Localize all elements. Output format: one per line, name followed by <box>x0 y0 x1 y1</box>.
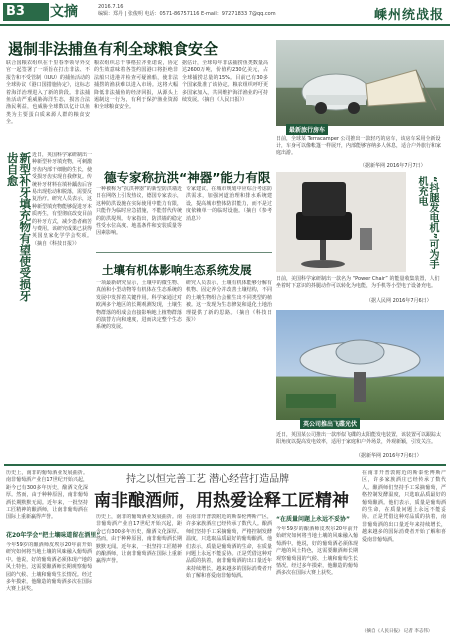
flood-wall-headline: 德专家称抗洪“神器”能力有限 <box>104 170 271 185</box>
camper-illustration <box>276 40 444 126</box>
soil-body-1: 一项最新研究显示，土壤中的微生物、真菌和小型动物等有机体在生态系统的发展中发挥着关键作用。科学家通过对欧洲多个地区的长期观测发现，土壤生物群落的组成会直接影响地上植物群落的演替方向和速度，进而决定整个生态系统的发展。 <box>96 280 182 331</box>
dental-vertical-headline: 新型补牙填充物有望使受损牙齿自愈 <box>5 152 33 302</box>
camper-photo <box>276 40 444 126</box>
ufo-solar-photo <box>276 310 444 420</box>
flood-wall-body-2: 专家建议，在城市规划中应综合考虑防洪需求，加强河道治理和排水系统建设，提高城市整体防洪能力，而不是过度依赖单一的临时设施。（摘自《参考消息》） <box>186 186 272 222</box>
phone: 电话：0571-86757116 <box>144 11 200 17</box>
feature-headline: 南非酿酒师，用热爱诠释工匠精神 <box>94 491 349 511</box>
section-name: 文摘 <box>50 4 78 20</box>
leg-generator-vertical-headline: “抖腿发电机”可为手机充电 <box>416 176 438 270</box>
ufo-photo-label: 英公司推出飞碟光伏 <box>300 418 360 429</box>
food-fraud-body-3: 据估计，全球每年非法捕捞鱼类数量高达2600万吨，价值约230亿美元，占全球捕捞总量的15%。目前已有30多个国家批准了该协定。粮农组织呼吁更多国家加入，共同维护海洋渔业的可持续发展。（摘自《人民日报》） <box>182 60 268 104</box>
editor: 编辑：郑丹 | 张俊明 <box>98 11 143 17</box>
section-code-badge: B3 <box>3 3 49 21</box>
chair-caption: 日前，美国科学家研制出一款名为 “Power Chair” 的能量收集装置，人们坐着时下意识的抖腿动作可以转化为电能，为手机等小型电子设备充电。 <box>276 276 440 289</box>
food-fraud-body-1: 联合国粮农组织在千里春季领导外交官一起签署了一项旨在打击非法、不报告和不受管制（IUU）的捕鱼活动的全球协议《港口国措施协定》，这标志着海洋治理进入了新的阶段。非法捕鱼活动严重威胁海洋生态，损害合法渔民利益，也威胁全球数以亿计以鱼类为主要蛋白质来源人群的粮食安全。 <box>6 60 90 126</box>
flood-wall-body-1: 一种被称为“抗洪神器”的新型防洪墙近日在网络上引发热议，德国专家表示，这种防洪设施在实际使用中能力有限，只能作为临时应急措施，不能替代传统的防洪堤坝。专家指出，防洪墙的稳定性受水位高度、地基条件和安装质量等因素影响。 <box>96 186 182 237</box>
food-fraud-body-2: 粮农组织总干事格拉齐亚诺说，协定的生效意味着各签约国港口将拒绝非法船只进港并检查可疑渔船，使非法捕捞的渔获难以进入市场。这将大幅降低非法捕鱼的经济回报，从源头上遏制这一行为，有利于保护渔业资源和全球粮食安全。 <box>94 60 178 111</box>
chair-source: （据人民网 2016年7月6日） <box>366 298 432 304</box>
feature-section-4-body: 在南非开普敦附近的斯泰伦博斯产区，许多家族酒庄已经传承了数代人。酿酒师们坚持手工采摘葡萄，严格控制发酵温度，只选取品质最好的葡萄酿酒。他们表示，质量是葡萄酒的生命，在质量问题上永远不能妥协。正是凭借这种对品质的执着，南非葡萄酒的出口量近年来持续增长，越来越多的国际消费者开始了解和喜爱南非葡萄酒。 <box>362 470 446 543</box>
camper-photo-label: 最新旅行房车 <box>286 124 328 135</box>
page-header <box>0 0 450 26</box>
chair-photo <box>276 172 406 272</box>
newspaper-masthead: 嵊州统战报 <box>373 8 444 23</box>
email: E-mail：97271833 7@qq.com <box>201 11 276 17</box>
feature-section-1-right: 历史上，南非的葡萄酒业发展曲折。南非葡萄酒产业自17世纪开始兴起，距今已有300多年历史，酿酒文化深厚。然而，由于种种原因，南非葡萄酒长期默默无闻。近年来，一批坚持工匠精神的酿酒师，让南非葡萄酒在国际上重新赢得声誉。 <box>96 514 182 565</box>
soil-body-2: 研究人员表示，土壤有机体能够分解有机物、固定养分并改善土壤结构，不同的土壤生物组合会催生出不同类型的植被。这一发现为生态修复和退化土地治理提供了新的思路。（摘自《科技日报》） <box>186 280 272 324</box>
soil-headline: 土壤有机体影响生态系统发展 <box>102 263 252 277</box>
food-fraud-headline: 遏制非法捕鱼有利全球粮食安全 <box>8 40 219 58</box>
divider <box>96 252 272 253</box>
camper-caption: 日前，全球某 Terracamper 公司推出一款轻巧的房车，该房车采用全新设计，车身可以像帐篷一样展开，内部能够容纳多人休息，适合户外旅行和家庭出游。 <box>276 136 442 156</box>
feature-section-1-left: 今年59岁的酿酒师皮埃尔20年前开始研究如何将当地土壤的风味融入葡萄酒中。他说，好的葡萄酒必须体现产地的风土特色，这需要酿酒师长期观察葡萄园的气候、土壤和葡萄生长情况。经过多年摸索，他酿造的葡萄酒多次在国际大赛上获奖。 <box>6 542 92 593</box>
issue-date: 2016.7.16 <box>98 4 124 10</box>
ufo-caption: 近日，英国某公司推出一款形似飞碟的太阳能发电装置，该装置可以跟踪太阳角度以提高发电效率，适用于家庭和户外场景，外观新颖，引发关注。 <box>276 432 442 445</box>
ufo-source: （据新华网 2016年7月6日） <box>356 453 422 459</box>
feature-section-3-body: 今年59岁的酿酒师皮埃尔20年前开始研究如何将当地土壤的风味融入葡萄酒中。他说，好的葡萄酒必须体现产地的风土特色，这需要酿酒师长期观察葡萄园的气候、土壤和葡萄生长情况。经过多年摸索，他酿造的葡萄酒多次在国际大赛上获奖。 <box>276 526 358 577</box>
feature-section-2-body: 在南非开普敦附近的斯泰伦博斯产区，许多家族酒庄已经传承了数代人。酿酒师们坚持手工采摘葡萄，严格控制发酵温度，只选取品质最好的葡萄酿酒。他们表示，质量是葡萄酒的生命，在质量问题上永远不能妥协。正是凭借这种对品质的执着，南非葡萄酒的出口量近年来持续增长，越来越多的国际消费者开始了解和喜爱南非葡萄酒。 <box>186 514 272 580</box>
feature-kicker: 持之以恒完善工艺 潜心经营打造品牌 <box>126 474 290 485</box>
feature-source: （摘自《人民日报》 记者 李志伟） <box>362 629 433 634</box>
feature-subhead-1: 花20年学会“把土壤味道留在酒里” <box>6 532 101 539</box>
feature-intro: 历史上，南非的葡萄酒业发展曲折。南非葡萄酒产业自17世纪开始兴起，距今已有300多年历史，酿酒文化深厚。然而，由于种种原因，南非葡萄酒长期默默无闻。近年来，一批坚持工匠精神的酿酒师，让南非葡萄酒在国际上重新赢得声誉。 <box>6 470 88 521</box>
feature-subhead-2: “在质量问题上永远不妥协” <box>276 516 350 523</box>
dental-body: 近日，英国科学家研制出一种新型补牙填充物，可刺激牙齿内部干细胞的生长，使受损牙齿实现自我修复。传统补牙材料在填补龋齿后容易出现松动和脱落，需要反复治疗。研究人员表示，这种新型填充物能够促进牙本质再生，有望彻底改变目前的补牙方式，减少患者痛苦与费用。该研究成果已获得英国皇家化学学会奖项。（摘自《科技日报》） <box>32 152 92 247</box>
chair-illustration <box>276 172 406 272</box>
camper-source: （据新华网 2016年7月7日） <box>360 163 426 169</box>
feature-top-rule <box>4 464 446 466</box>
ufo-solar-illustration <box>276 310 444 420</box>
editor-line <box>98 11 276 18</box>
